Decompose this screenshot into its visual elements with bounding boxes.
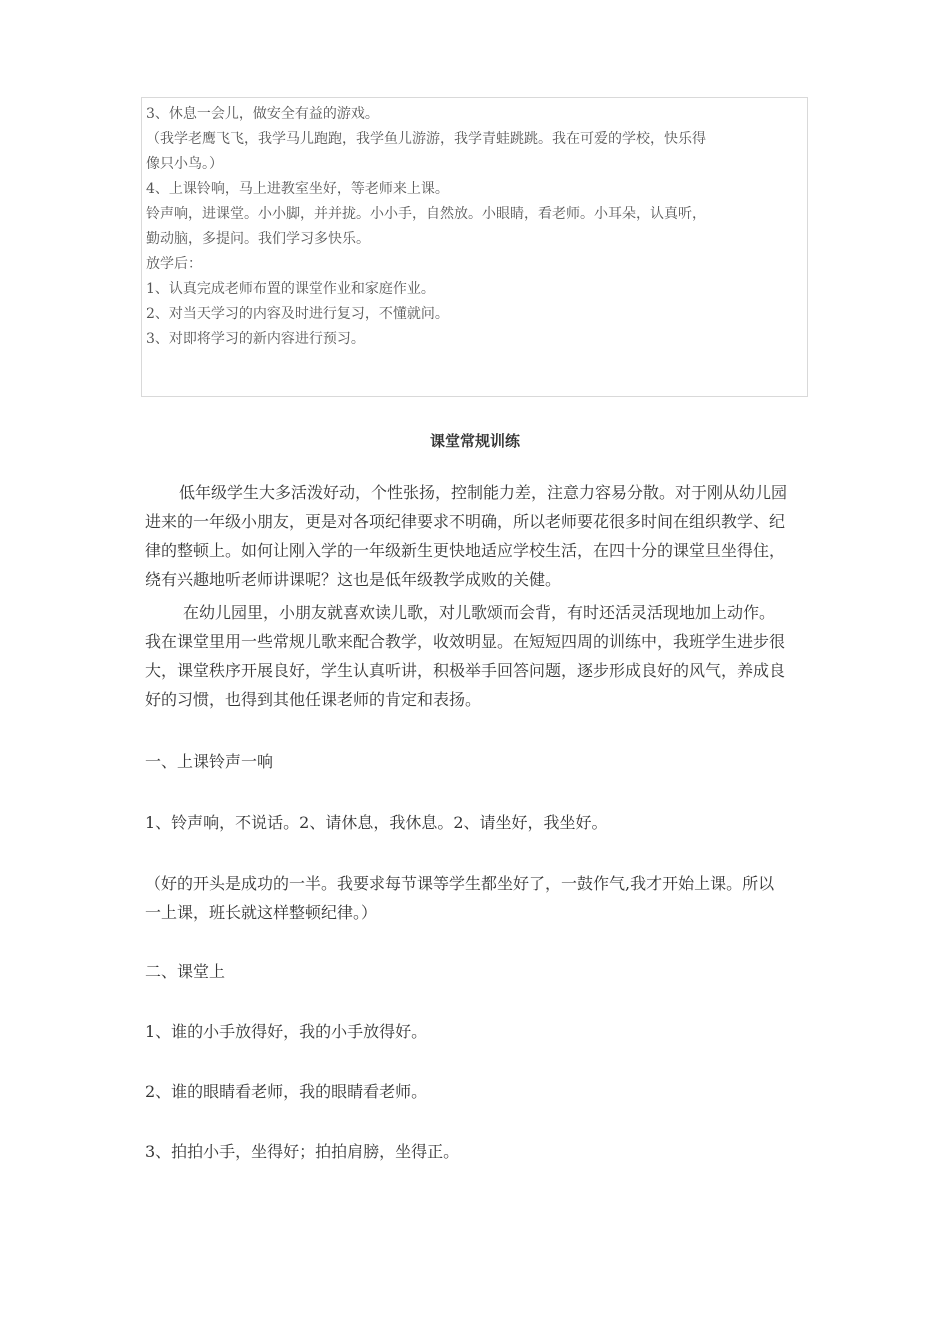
- paragraph-line: 一上课，班长就这样整顿纪律。）: [145, 903, 378, 922]
- box-line: 像只小鸟。）: [146, 156, 223, 172]
- paragraph-line: 进来的一年级小朋友，更是对各项纪律要求不明确，所以老师要花很多时间在组织教学、纪: [145, 512, 786, 531]
- paragraph-line: 我在课堂里用一些常规儿歌来配合教学，收效明显。在短短四周的训练中，我班学生进步很: [145, 632, 786, 651]
- box-line: 4、上课铃响，马上进教室坐好，等老师来上课。: [146, 181, 449, 197]
- rhyme-line: 1、铃声响，不说话。2、请休息，我休息。2、请坐好，我坐好。: [145, 813, 608, 832]
- section-heading: 二、课堂上: [145, 962, 226, 981]
- box-line: 铃声响，进课堂。小小脚，并并拢。小小手，自然放。小眼睛，看老师。小耳朵，认真听，: [146, 206, 706, 222]
- article-title: 课堂常规训练: [429, 432, 520, 450]
- box-line: 1、认真完成老师布置的课堂作业和家庭作业。: [146, 281, 435, 297]
- section-heading: 一、上课铃声一响: [145, 752, 274, 771]
- paragraph-line: 好的习惯，也得到其他任课老师的肯定和表扬。: [145, 690, 482, 709]
- box-line: 3、对即将学习的新内容进行预习。: [146, 331, 365, 347]
- box-line: 2、对当天学习的内容及时进行复习，不懂就问。: [146, 306, 449, 322]
- paragraph-line: 在幼儿园里，小朋友就喜欢读儿歌，对儿歌颂而会背，有时还活灵活现地加上动作。: [183, 603, 776, 622]
- paragraph-line: 律的整顿上。如何让刚入学的一年级新生更快地适应学校生活，在四十分的课堂旦坐得住，: [145, 541, 786, 560]
- rhyme-line: 3、拍拍小手，坐得好；拍拍肩膀，坐得正。: [145, 1142, 460, 1161]
- note-paragraph: [145, 869, 825, 927]
- boxed-excerpt: [141, 97, 808, 397]
- box-line: （我学老鹰飞飞，我学马儿跑跑，我学鱼儿游游，我学青蛙跳跳。我在可爱的学校，快乐得: [146, 131, 706, 147]
- paragraph-line: 绕有兴趣地听老师讲课呢？这也是低年级教学成败的关健。: [145, 570, 562, 589]
- intro-paragraph: [145, 478, 825, 594]
- second-paragraph: [145, 598, 825, 714]
- rhyme-line: 1、谁的小手放得好，我的小手放得好。: [145, 1022, 428, 1041]
- paragraph-line: 低年级学生大多活泼好动，个性张扬，控制能力差，注意力容易分散。对于刚从幼儿园: [179, 483, 788, 502]
- box-line: 3、休息一会儿，做安全有益的游戏。: [146, 106, 379, 122]
- box-line: 放学后：: [146, 256, 202, 272]
- rhyme-line: 2、谁的眼睛看老师，我的眼睛看老师。: [145, 1082, 428, 1101]
- box-line: 勤动脑，多提问。我们学习多快乐。: [146, 231, 370, 247]
- paragraph-line: （好的开头是成功的一半。我要求每节课等学生都坐好了，一鼓作气,我才开始上课。所以: [145, 874, 775, 893]
- paragraph-line: 大，课堂秩序开展良好，学生认真听讲，积极举手回答问题，逐步形成良好的风气，养成良: [145, 661, 786, 680]
